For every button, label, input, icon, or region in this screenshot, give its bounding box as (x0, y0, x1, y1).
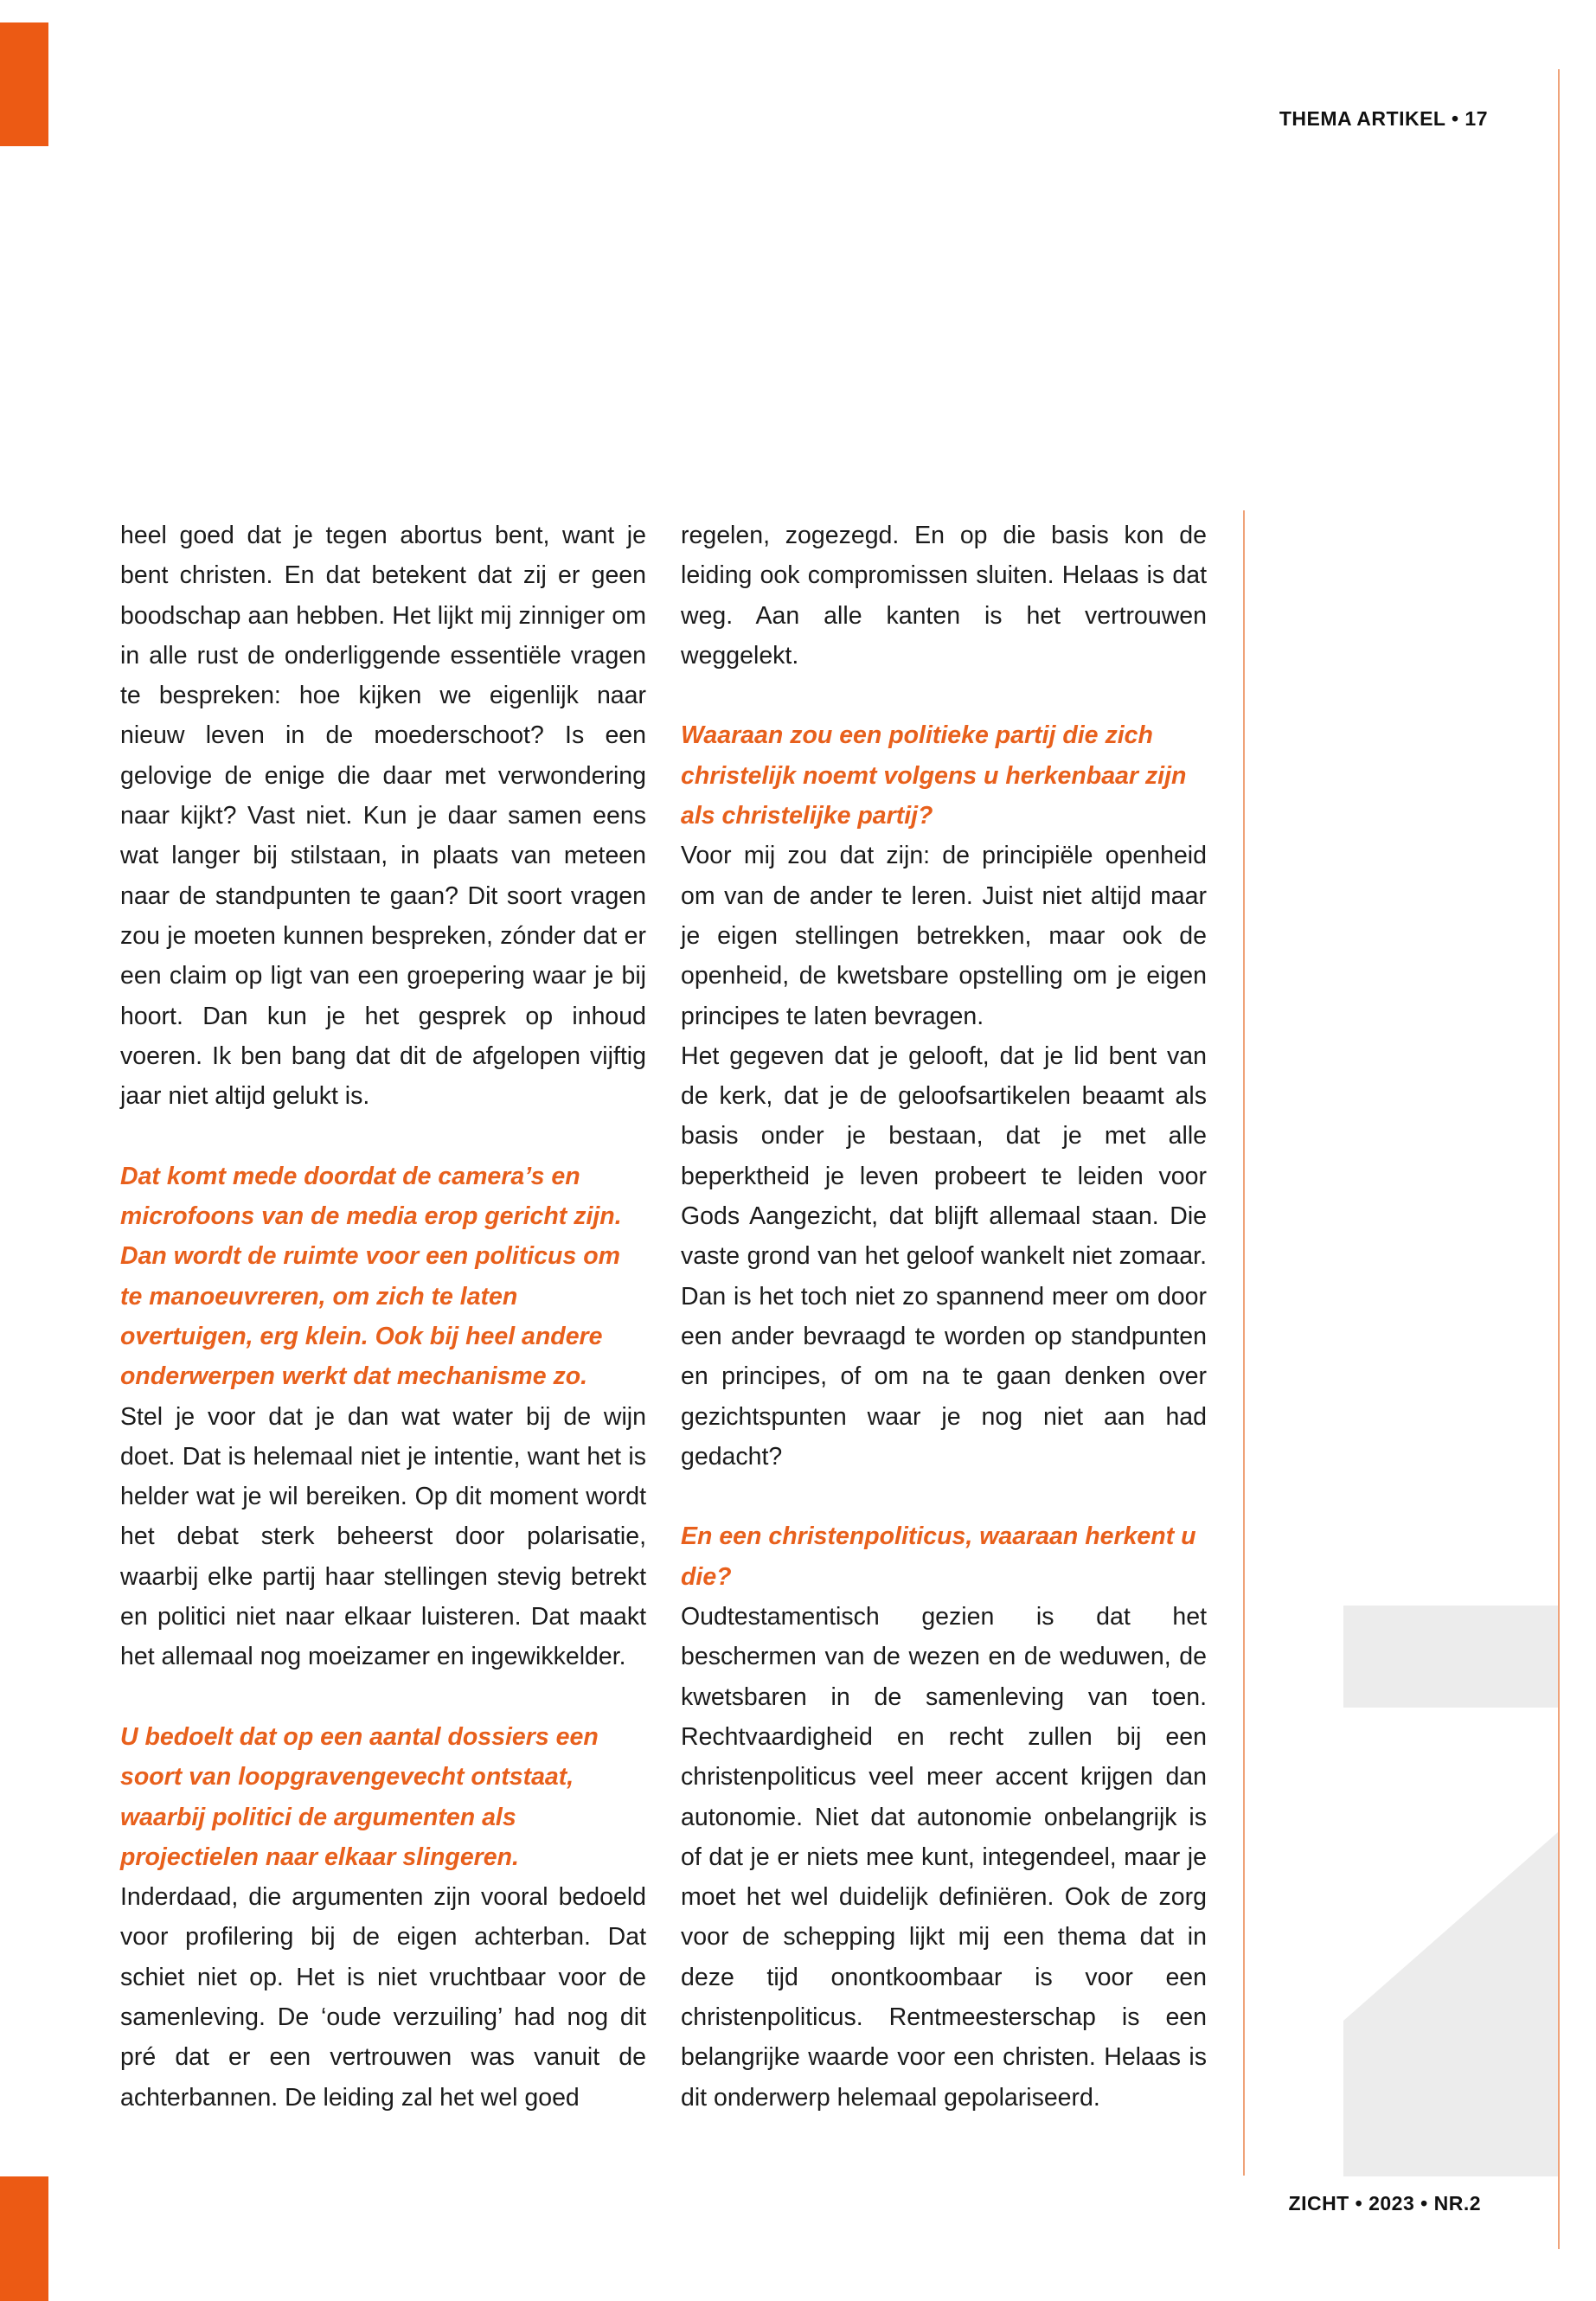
body-paragraph: Het gegeven dat je gelooft, dat je lid bent van de kerk, dat je de geloofsartikelen beaamt als basis onder je bestaan, dat je met alle beperktheid je leven probeert te leiden voor Gods Aangezicht, dat blijft allemaal staan. Die vaste grond van het geloof wankelt niet zomaar. Dan is het toch niet zo spannend meer om door een ander bevraagd te worden op standpunten en principes, of om na te gaan denken over gezichtspunten waar je nog niet aan had gedacht? (681, 1042, 1207, 1471)
body-paragraph: heel goed dat je tegen abortus bent, want je bent christen. En dat betekent dat zij er geen boodschap aan hebben. Het lijkt mij zinniger om in alle rust de onderliggende essentiële vragen te bespreken: hoe kijken we eigenlijk naar nieuw leven in de moederschoot? Is een gelovige de enige die daar met verwondering naar kijkt? Vast niet. Kun je daar samen eens wat langer bij stilstaan, in plaats van meteen naar de standpunten te gaan? Dit soort vragen zou je moeten kunnen bespreken, zónder dat er een claim op ligt van een groepering waar je bij hoort. Dan kun je het gesprek op inhoud voeren. Ik ben bang dat dit de afgelopen vijftig jaar niet altijd gelukt is. (120, 522, 646, 1111)
interview-question: U bedoelt dat op een aantal dossiers een soort van loopgravengevecht ontstaat, waarbij politici de argumenten als projectielen naar elkaar slingeren. (120, 1722, 599, 1871)
article-column-left (120, 516, 646, 2118)
issue-year: 2023 (1368, 2192, 1415, 2214)
interview-question: Dat komt mede doordat de camera’s en microfoons van de media erop gericht zijn. Dan wordt de ruimte voor een politicus om te manoeuvreren, om zich te laten overtuigen, erg klein. Ook bij heel andere onderwerpen werkt dat mechanisme zo. (120, 1162, 622, 1391)
body-paragraph: Inderdaad, die argumenten zijn vooral bedoeld voor profilering bij de eigen achterban. Dat schiet niet op. Het is niet vruchtbaar voor de samenleving. De ‘oude verzuiling’ had nog dit pré dat er een vertrouwen was vanuit de achterbannen. De leiding zal het wel goed (120, 1883, 646, 2112)
article-column-right (681, 516, 1207, 2118)
body-paragraph: Oudtestamentisch gezien is dat het beschermen van de wezen en de weduwen, de kwetsbaren in de samenleving van toen. Rechtvaardigheid en recht zullen bij een christenpoliticus veel meer accent krijgen dan autonomie. Niet dat autonomie onbelangrijk is of dat je er niets mee kunt, integendeel, maar je moet het wel duidelijk definiëren. Ook de zorg voor de schepping lijkt mij een thema dat in deze tijd onontkoombaar is voor een christenpoliticus. Rentmeesterschap is een belangrijke waarde voor een christen. Helaas is dit onderwerp helemaal gepolariseerd. (681, 1603, 1207, 2112)
accent-bar-top (0, 22, 48, 146)
footer-separator: • (1420, 2192, 1428, 2214)
page-number: 17 (1465, 107, 1488, 130)
decorative-z-shape (1343, 1606, 1558, 2176)
page-edge-rule (1558, 69, 1560, 2249)
accent-bar-bottom (0, 2176, 48, 2301)
running-header (1279, 107, 1488, 131)
interview-question: En een christenpoliticus, waaraan herkent u die? (681, 1522, 1196, 1591)
body-paragraph: Stel je voor dat je dan wat water bij de wijn doet. Dat is helemaal niet je intentie, want het is helder wat je wil bereiken. Op dit moment wordt het debat sterk beheerst door polarisatie, waarbij elke partij haar stellingen stevig betrekt en politici niet naar elkaar luisteren. Dat maakt het allemaal nog moeizamer en ingewikkelder. (120, 1402, 646, 1671)
issue-number: NR.2 (1433, 2192, 1481, 2214)
magazine-name: ZICHT (1288, 2192, 1349, 2214)
body-paragraph: regelen, zogezegd. En op die basis kon de leiding ook compromissen sluiten. Helaas is dat weg. Aan alle kanten is het vertrouwen weggelekt. (681, 522, 1207, 670)
body-paragraph: Voor mij zou dat zijn: de principiële openheid om van de ander te leren. Juist niet altijd maar je eigen stellingen betrekken, maar ook de openheid, de kwetsbare opstelling om je eigen principes te laten bevragen. (681, 842, 1207, 1030)
running-footer (1289, 2192, 1481, 2215)
section-title: THEMA ARTIKEL (1279, 107, 1446, 130)
header-separator: • (1451, 107, 1459, 130)
footer-separator: • (1355, 2192, 1363, 2214)
interview-question: Waaraan zou een politieke partij die zich christelijk noemt volgens u herkenbaar zijn als christelijke partij? (681, 721, 1187, 830)
column-rule (1243, 510, 1245, 2176)
